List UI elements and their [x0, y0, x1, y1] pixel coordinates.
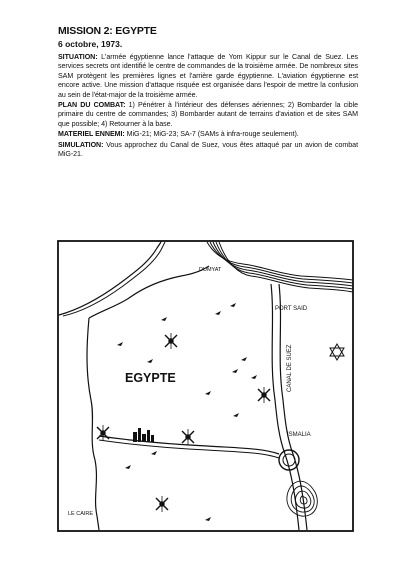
enemy-text: MiG-21; MiG-23; SA-7 (SAMs à infra-rouge seulement).: [126, 130, 299, 139]
mission-title: MISSION 2: EGYPTE: [58, 25, 157, 37]
label-egypte: EGYPTE: [125, 371, 176, 385]
label-dumyat: DUMYAT: [199, 267, 222, 273]
situation-label: SITUATION:: [58, 53, 98, 61]
simulation-text: Vous approchez du Canal de Suez, vous êtes attaqué par un avion de combat MiG-21.: [58, 140, 359, 159]
map-frame: [58, 241, 353, 531]
enemy-paragraph: [58, 130, 358, 139]
label-ismailia: ISMALIA: [287, 432, 311, 438]
label-port-said: PORT SAID: [275, 306, 308, 312]
label-suez-canal: CANAL DE SUEZ: [287, 344, 293, 392]
situation-text: L'armée égyptienne lance l'attaque de Yom Kippur sur le Canal de Suez. Les services secrets ont identifié le centre de commandes de la troisième armée. De nombreux sites SAM protègent les premières lignes et l'arrière garde égyptienne. L'aviation égyptienne est encore active. Une mission d'attaque risquée est organisée dans l'espoir de mettre la confusion au sein de l'état-major de la troisième armée.: [58, 53, 358, 99]
map-svg: [57, 240, 354, 532]
label-le-caire: LE CAIRE: [68, 511, 94, 517]
situation-paragraph: [58, 53, 358, 100]
mission-briefing: [58, 25, 358, 160]
simulation-paragraph: [58, 141, 358, 160]
simulation-label: SIMULATION:: [58, 140, 104, 149]
mission-map: [57, 240, 354, 532]
plan-text: 1) Pénétrer à l'intérieur des défenses aériennes; 2) Bombarder la cible primaire du centre de commandes; 3) Bombarder autant de terrains d'aviation et de sites SAM que possible; 4) Retourner à la base.: [58, 101, 359, 128]
enemy-label: MATERIEL ENNEMI:: [58, 130, 125, 139]
plan-paragraph: [58, 101, 358, 129]
plan-label: PLAN DU COMBAT:: [58, 101, 126, 110]
mission-date: 6 octobre, 1973.: [58, 39, 123, 49]
